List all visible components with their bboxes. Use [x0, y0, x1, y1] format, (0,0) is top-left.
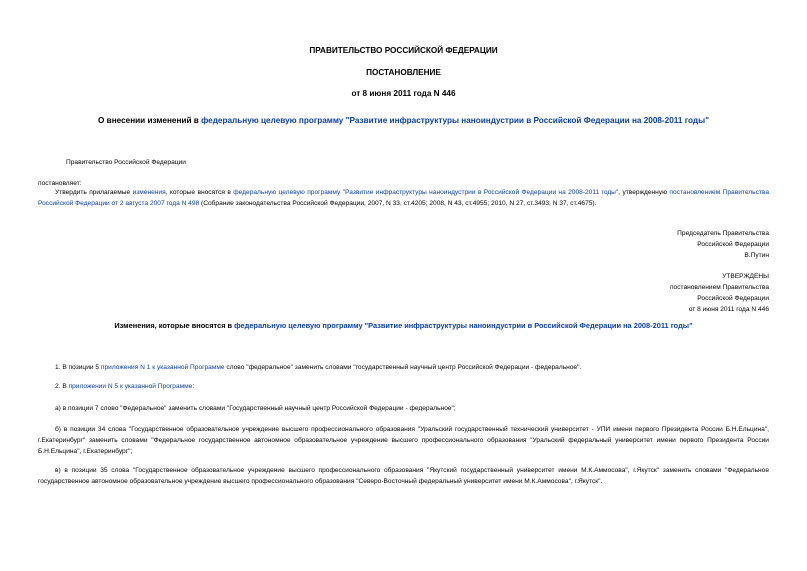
- item-2-text-a: 2. В: [55, 383, 69, 390]
- document-type: ПОСТАНОВЛЕНИЕ: [366, 68, 441, 77]
- resolution-link[interactable]: постановлением Правительства Российской Федерации от 2 августа 2007 года N 498: [38, 189, 769, 207]
- intro-government: Правительство Российской Федерации: [66, 159, 186, 166]
- item-1-text-b: слово "федеральное" заменить словами "государственный научный центр Российской Федерации - федеральное".: [224, 364, 582, 371]
- item-2: [55, 381, 194, 392]
- intro-resolves: постановляет:: [38, 180, 82, 187]
- appendix-1-link[interactable]: приложения N 1 к указанной Программе: [100, 364, 225, 371]
- title-program-link[interactable]: федеральную целевую программу "Развитие инфраструктуры наноиндустрии в Российской Федерации на 2008-2011 годы": [201, 116, 709, 125]
- intro-text-c: , утвержденную: [618, 189, 670, 196]
- approved-date: от 8 июня 2011 года N 446: [688, 306, 769, 313]
- intro-text-a: Утвердить прилагаемые: [55, 189, 133, 196]
- changes-link[interactable]: изменения: [132, 189, 166, 196]
- changes-title-program-link[interactable]: федеральную целевую программу "Развитие инфраструктуры наноиндустрии в Российской Федерации на 2008-2011 годы": [234, 321, 693, 330]
- changes-title-prefix: Изменения, которые вносятся в: [114, 321, 235, 330]
- document-title: [0, 115, 807, 127]
- approved-by: постановлением Правительства: [669, 284, 769, 291]
- changes-title: [0, 320, 807, 332]
- item-1-text-a: 1. В позиции 5: [55, 364, 101, 371]
- approved-heading: УТВЕРЖДЕНЫ: [722, 273, 769, 280]
- sub-item-b: б) в позиции 34 слова "Государственное образовательное учреждение высшего профессионального образования "Уральский государственный технический университет - УПИ имени первого Президента России Б.Н.Ельцина", г.Екатеринбург" заменить словами "Федеральное государственное автономное образовательное учреждение высшего профессионального образования "Уральский федеральный университет имени первого Президента России Б.Н.Ельцина", г.Екатеринбург";: [38, 426, 769, 455]
- signature-position: Председатель Правительства: [677, 230, 769, 237]
- approved-country: Российской Федерации: [697, 295, 769, 302]
- item-2-text-b: :: [192, 383, 195, 390]
- program-link[interactable]: федеральную целевую программу "Развитие инфраструктуры наноиндустрии в Российской Федерации на 2008-2011 годы": [233, 189, 619, 196]
- government-heading: ПРАВИТЕЛЬСТВО РОССИЙСКОЙ ФЕДЕРАЦИИ: [309, 46, 498, 55]
- intro-text-b: , которые вносятся в: [165, 189, 234, 196]
- sub-item-c: в) в позиции 35 слова "Государственное образовательное учреждение высшего профессионального образования "Якутский государственный университет имени М.К.Аммосова", г.Якутск" заменить словами "Федеральное государственное автономное образовательное учреждение высшего профессионального образования "Северо-Восточный федеральный университет имени М.К.Аммосова", г.Якутск".: [38, 467, 769, 485]
- document-date-number: от 8 июня 2011 года N 446: [351, 89, 456, 98]
- signature-name: В.Путин: [744, 252, 769, 259]
- appendix-5-link[interactable]: приложении N 5 к указанной Программе: [68, 383, 193, 390]
- intro-text-d: (Собрание законодательства Российской Федерации, 2007, N 33, ст.4205; 2008, N 43, ст.4955; 2010, N 27, ст.3493; N 37, ст.4675).: [199, 200, 597, 207]
- intro-paragraph: [38, 187, 769, 209]
- title-prefix: О внесении изменений в: [98, 116, 202, 125]
- sub-item-a: а) в позиции 7 слово "Федеральное" заменить словами "Государственный научный центр Российской Федерации - федеральное";: [55, 405, 456, 412]
- signature-country: Российской Федерации: [697, 241, 769, 248]
- item-1: [55, 362, 581, 373]
